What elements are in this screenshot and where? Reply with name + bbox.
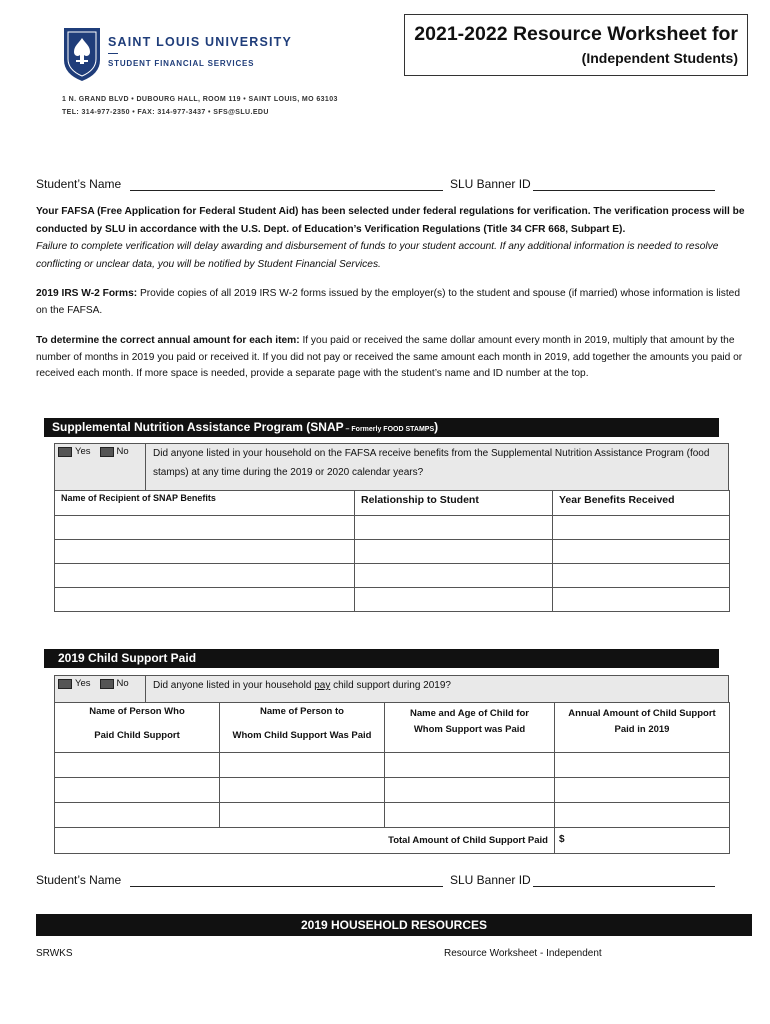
table-cell[interactable] xyxy=(55,778,220,803)
table-row xyxy=(55,516,730,540)
snap-no-checkbox[interactable] xyxy=(100,447,114,457)
table-cell[interactable] xyxy=(355,588,553,612)
table-cell[interactable] xyxy=(555,753,730,778)
snap-yes-checkbox[interactable] xyxy=(58,447,72,457)
child-support-section-header: 2019 Child Support Paid xyxy=(44,649,719,668)
child-support-no-label: No xyxy=(116,678,129,689)
header-line: Annual Amount of Child Support xyxy=(568,708,716,719)
table-cell[interactable] xyxy=(385,753,555,778)
snap-question-box xyxy=(54,443,729,491)
header-line: Whom Child Support Was Paid xyxy=(232,730,372,741)
table-cell[interactable] xyxy=(355,540,553,564)
student-name-label: Student’s Name xyxy=(36,873,122,887)
snap-yes-no xyxy=(58,446,129,457)
child-support-yes-no xyxy=(58,678,129,689)
table-row xyxy=(55,588,730,612)
table-cell[interactable] xyxy=(220,778,385,803)
failure-notice: Failure to complete verification will delay awarding and disbursement of funds to your student account. If any additional information is needed to resolve conflicting or unclear data, you will be notified by Student Financial Services. xyxy=(36,241,719,270)
table-cell[interactable] xyxy=(385,778,555,803)
banner-id-field[interactable] xyxy=(533,178,715,191)
child-support-question xyxy=(153,676,725,695)
cs-col-child xyxy=(385,703,555,753)
footer-form-code: SRWKS xyxy=(36,948,73,959)
table-cell[interactable] xyxy=(355,516,553,540)
header-line: Paid Child Support xyxy=(94,730,180,741)
banner-id-label: SLU Banner ID xyxy=(450,873,531,887)
total-label: Total Amount of Child Support Paid xyxy=(55,828,555,854)
annual-amount-paragraph xyxy=(36,333,752,383)
table-cell[interactable] xyxy=(555,803,730,828)
table-cell[interactable] xyxy=(355,564,553,588)
total-amount-cell[interactable]: $ xyxy=(555,828,730,854)
question-pay: pay xyxy=(314,680,331,691)
header-line: Name of Person to xyxy=(260,706,344,717)
cs-col-payer xyxy=(55,703,220,753)
intro-text xyxy=(36,203,752,273)
table-cell[interactable] xyxy=(553,564,730,588)
w2-text: Provide copies of all 2019 IRS W-2 forms issued by the employer(s) to the student and spouse (if married) whose information is listed on the FAFSA. xyxy=(36,288,740,316)
table-header-row xyxy=(55,703,730,753)
cs-col-amount xyxy=(555,703,730,753)
snap-yes-label: Yes xyxy=(75,446,91,457)
header-line: Name of Person Who xyxy=(89,706,185,717)
child-support-question-box xyxy=(54,675,729,703)
question-part: child support during 2019? xyxy=(330,680,451,691)
question-part: Did anyone listed in your household xyxy=(153,680,315,691)
snap-title-end: ) xyxy=(434,420,439,434)
w2-label: 2019 IRS W-2 Forms: xyxy=(36,288,138,299)
table-row xyxy=(55,778,730,803)
table-cell[interactable] xyxy=(55,540,355,564)
banner-id-field[interactable] xyxy=(533,874,715,887)
footer-form-title: Resource Worksheet - Independent xyxy=(444,948,602,959)
slu-shield-logo xyxy=(62,26,102,82)
divider xyxy=(145,675,146,703)
student-name-field[interactable] xyxy=(130,874,443,887)
worksheet-title: 2021-2022 Resource Worksheet for xyxy=(414,23,738,45)
snap-no-label: No xyxy=(116,446,129,457)
table-cell[interactable] xyxy=(553,540,730,564)
divider xyxy=(145,443,146,491)
university-name: SAINT LOUIS UNIVERSITY xyxy=(108,35,293,49)
table-cell[interactable] xyxy=(553,516,730,540)
worksheet-subtitle: (Independent Students) xyxy=(581,50,738,66)
table-cell[interactable] xyxy=(55,803,220,828)
snap-col-recipient: Name of Recipient of SNAP Benefits xyxy=(55,491,355,516)
cs-col-recipient xyxy=(220,703,385,753)
snap-section-header xyxy=(44,418,719,437)
snap-question: Did anyone listed in your household on the FAFSA receive benefits from the Supplemental Nutrition Assistance Program (food stamps) at any time during the 2019 or 2020 calendar years? xyxy=(153,448,710,478)
address-line: 1 N. GRAND BLVD • DUBOURG HALL, ROOM 119 • SAINT LOUIS, MO 63103 xyxy=(62,96,338,103)
snap-col-year: Year Benefits Received xyxy=(553,491,730,516)
table-cell[interactable] xyxy=(55,588,355,612)
total-row xyxy=(55,828,730,854)
table-row xyxy=(55,753,730,778)
table-header-row xyxy=(55,491,730,516)
student-name-field[interactable] xyxy=(130,178,443,191)
annual-amount-text: If you paid or received the same dollar amount every month in 2019, multiply that amount by the number of months in 2019 you paid or received it. If you did not pay or received the same amount each month in 2019, add together the amounts you paid or received each month. If more space is needed, provide a separate page with the student’s name and ID number at the top. xyxy=(36,335,743,379)
header-line: Paid in 2019 xyxy=(614,724,670,735)
child-support-no-checkbox[interactable] xyxy=(100,679,114,689)
divider xyxy=(108,53,118,54)
w2-paragraph xyxy=(36,286,752,319)
household-resources-header: 2019 HOUSEHOLD RESOURCES xyxy=(36,914,752,936)
table-row xyxy=(55,540,730,564)
table-cell[interactable] xyxy=(220,753,385,778)
snap-title-note: – Formerly FOOD STAMPS xyxy=(343,426,435,433)
table-cell[interactable] xyxy=(55,516,355,540)
annual-amount-label: To determine the correct annual amount for each item: xyxy=(36,335,300,346)
child-support-yes-checkbox[interactable] xyxy=(58,679,72,689)
snap-title: Supplemental Nutrition Assistance Program (SNAP xyxy=(52,420,344,434)
table-cell[interactable] xyxy=(385,803,555,828)
worksheet-title-box xyxy=(404,14,748,76)
contact-line: TEL: 314-977-2350 • FAX: 314-977-3437 • SFS@SLU.EDU xyxy=(62,109,269,116)
student-name-label: Student’s Name xyxy=(36,177,122,191)
child-support-table xyxy=(54,702,730,854)
snap-col-relationship: Relationship to Student xyxy=(355,491,553,516)
header-line: Name and Age of Child for xyxy=(410,708,529,719)
table-cell[interactable] xyxy=(553,588,730,612)
table-cell[interactable] xyxy=(220,803,385,828)
header-line: Whom Support was Paid xyxy=(413,724,526,735)
verification-notice: Your FAFSA (Free Application for Federal Student Aid) has been selected under federal regulations for verification. The verification process will be conducted by SLU in accordance with the U.S. Dept. of Education’s Verification Regulations (Title 34 CFR 668, Subpart E). xyxy=(36,206,745,235)
table-row xyxy=(55,564,730,588)
table-cell[interactable] xyxy=(55,564,355,588)
child-support-yes-label: Yes xyxy=(75,678,91,689)
department-name: STUDENT FINANCIAL SERVICES xyxy=(108,59,255,68)
table-cell[interactable] xyxy=(555,778,730,803)
snap-table xyxy=(54,490,730,612)
table-row xyxy=(55,803,730,828)
table-cell[interactable] xyxy=(55,753,220,778)
banner-id-label: SLU Banner ID xyxy=(450,177,531,191)
